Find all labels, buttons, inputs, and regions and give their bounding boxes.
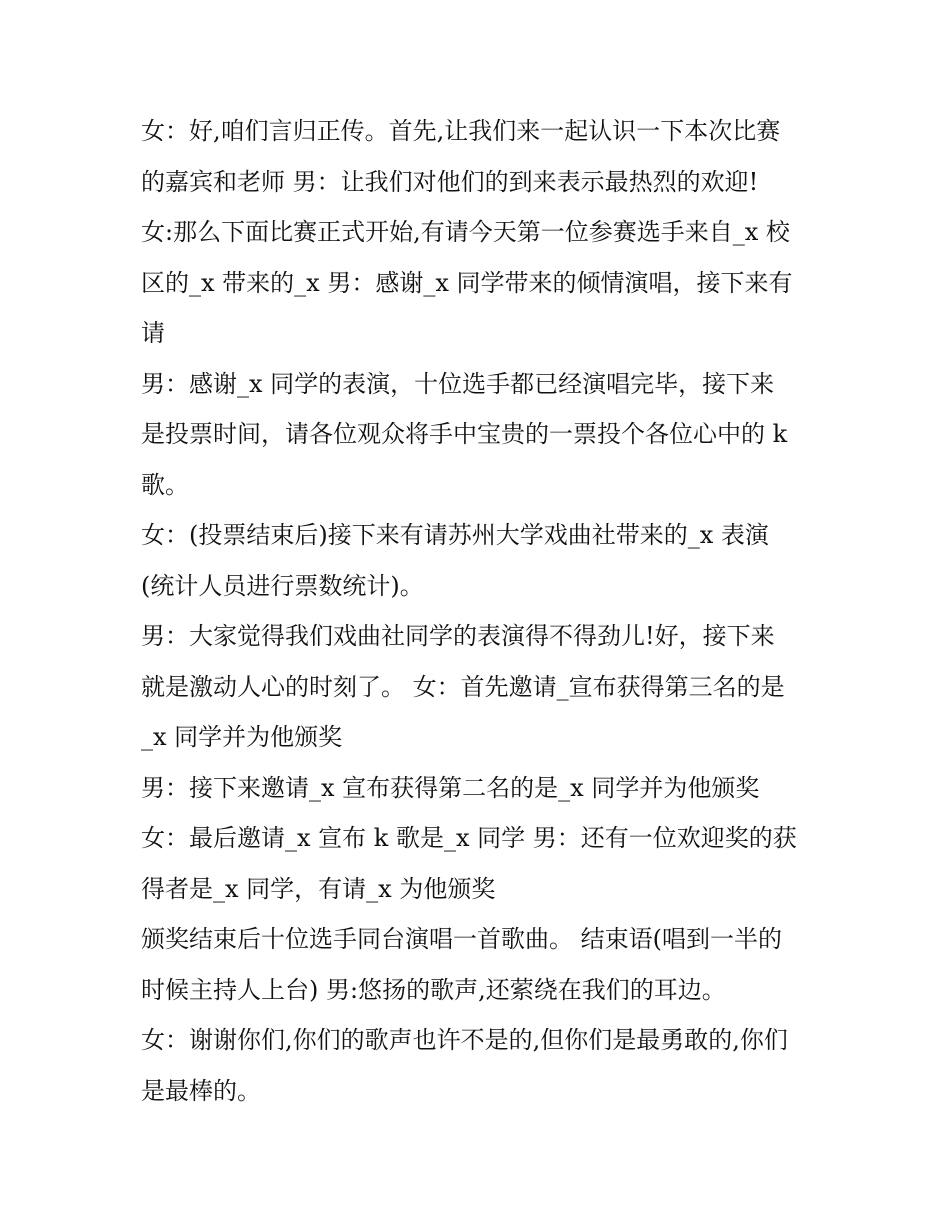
text-line: 女：好,咱们言归正传。首先,让我们来一起认识一下本次比赛 xyxy=(141,117,781,145)
text-line: 得者是_x 同学，有请_x 为他颁奖 xyxy=(141,874,496,903)
text-line: 女：最后邀请_x 宣布 k 歌是_x 同学 男：还有一位欢迎奖的获 xyxy=(141,824,797,852)
document-body xyxy=(141,106,811,1116)
text-line: 男：接下来邀请_x 宣布获得第二名的是_x 同学并为他颁奖 xyxy=(141,773,760,802)
text-line: 女：(投票结束后)接下来有请苏州大学戏曲社带来的_x 表演 xyxy=(141,521,769,549)
text-line: 是最棒的。 xyxy=(141,1076,261,1105)
text-line: 歌。 xyxy=(141,470,189,499)
text-line: 区的_x 带来的_x 男：感谢_x 同学带来的倾情演唱，接下来有 xyxy=(141,268,793,297)
text-line: 女：谢谢你们,你们的歌声也许不是的,但你们是最勇敢的,你们 xyxy=(141,1026,788,1054)
text-line: 就是激动人心的时刻了。 女：首先邀请_宣布获得第三名的是 xyxy=(141,672,785,701)
text-line: 男：大家觉得我们戏曲社同学的表演得不得劲儿!好，接下来 xyxy=(141,622,775,650)
text-line: 男：感谢_x 同学的表演，十位选手都已经演唱完毕，接下来 xyxy=(141,369,775,398)
text-line: _x 同学并为他颁奖 xyxy=(141,723,343,751)
text-line: 请 xyxy=(141,319,165,347)
text-line: 的嘉宾和老师 男：让我们对他们的到来表示最热烈的欢迎! xyxy=(141,167,759,196)
text-line: 女:那么下面比赛正式开始,有请今天第一位参赛选手来自_x 校 xyxy=(141,218,790,246)
text-line: 时候主持人上台) 男:悠扬的歌声,还萦绕在我们的耳边。 xyxy=(141,975,726,1004)
text-line: (统计人员进行票数统计)。 xyxy=(141,571,424,600)
text-line: 是投票时间，请各位观众将手中宝贵的一票投个各位心中的 k xyxy=(141,420,788,448)
text-line: 颁奖结束后十位选手同台演唱一首歌曲。 结束语(唱到一半的 xyxy=(141,925,782,953)
